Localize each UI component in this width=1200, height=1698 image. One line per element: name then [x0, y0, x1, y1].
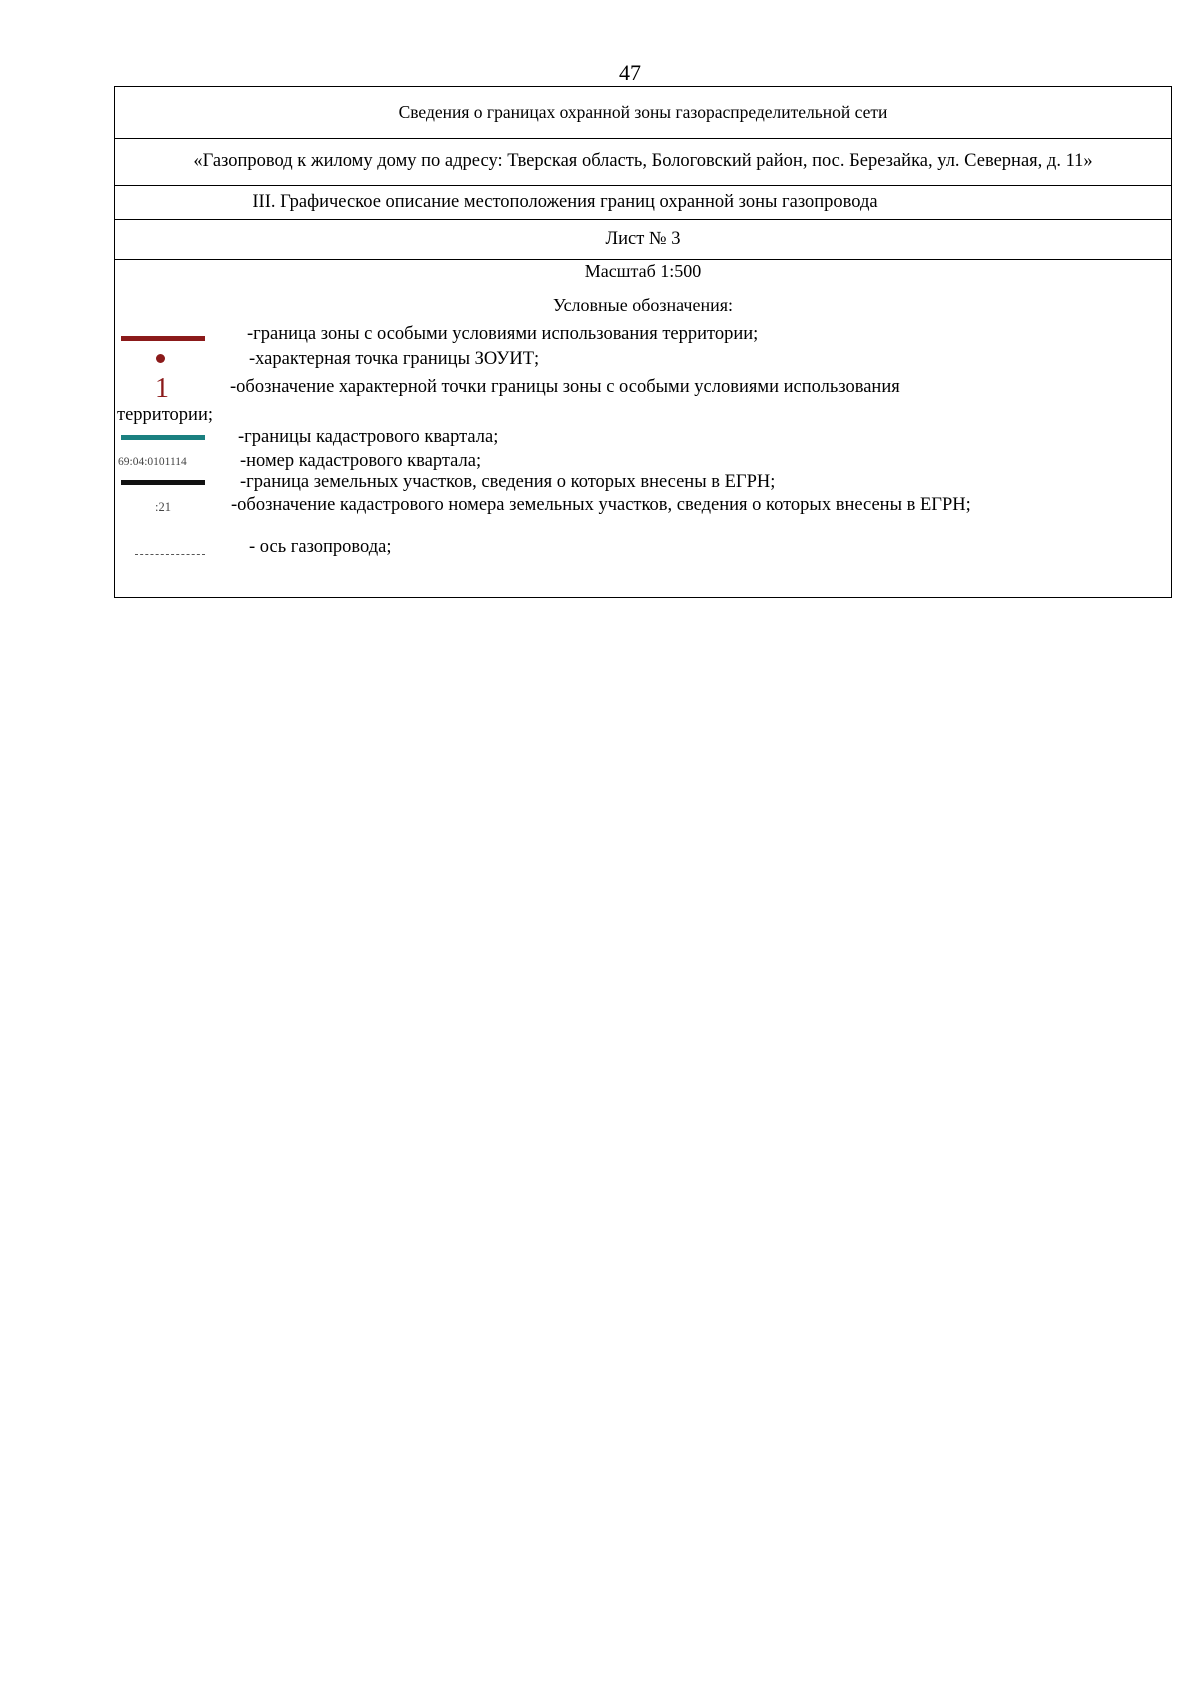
legend-text-characteristic-point: -характерная точка границы ЗОУИТ;	[249, 349, 540, 369]
point-number-symbol: 1	[155, 373, 169, 404]
object-name: «Газопровод к жилому дому по адресу: Тверская область, Бологовский район, пос. Березайка, ул. Северная, д. 11»	[115, 138, 1171, 186]
document-frame	[114, 86, 1172, 598]
legend-text-pipeline-axis: - ось газопровода;	[249, 537, 392, 557]
parcel-boundary-symbol	[121, 480, 205, 485]
scale-label: Масштаб 1:500	[584, 261, 702, 281]
legend-text-point-number-cont: территории;	[117, 405, 213, 425]
section-title-text: III. Графическое описание местоположения границ охранной зоны газопровода	[252, 191, 878, 212]
pipeline-axis-symbol	[135, 554, 205, 555]
sheet-number: Лист № 3	[115, 219, 1171, 260]
legend-text-point-number: -обозначение характерной точки границы зоны с особыми условиями использования	[230, 377, 900, 397]
legend-text-parcel-number: -обозначение кадастрового номера земельных участков, сведения о которых внесены в ЕГРН;	[231, 495, 971, 515]
legend-text-quarter-boundary: -границы кадастрового квартала;	[238, 427, 499, 447]
legend-text-parcel-boundary: -граница земельных участков, сведения о которых внесены в ЕГРН;	[240, 472, 776, 492]
page-number: 47	[619, 60, 641, 85]
section-title	[115, 185, 1171, 220]
quarter-number-symbol: 69:04:0101114	[118, 456, 187, 468]
legend-title: Условные обозначения:	[552, 295, 734, 315]
quarter-boundary-symbol	[121, 435, 205, 440]
zone-boundary-symbol	[121, 336, 205, 341]
legend-text-quarter-number: -номер кадастрового квартала;	[240, 451, 482, 471]
document-title: Сведения о границах охранной зоны газораспределительной сети	[115, 87, 1171, 139]
legend-text-zone-boundary: -граница зоны с особыми условиями использования территории;	[247, 324, 759, 344]
characteristic-point-symbol	[156, 354, 165, 363]
parcel-number-symbol: :21	[155, 500, 171, 514]
